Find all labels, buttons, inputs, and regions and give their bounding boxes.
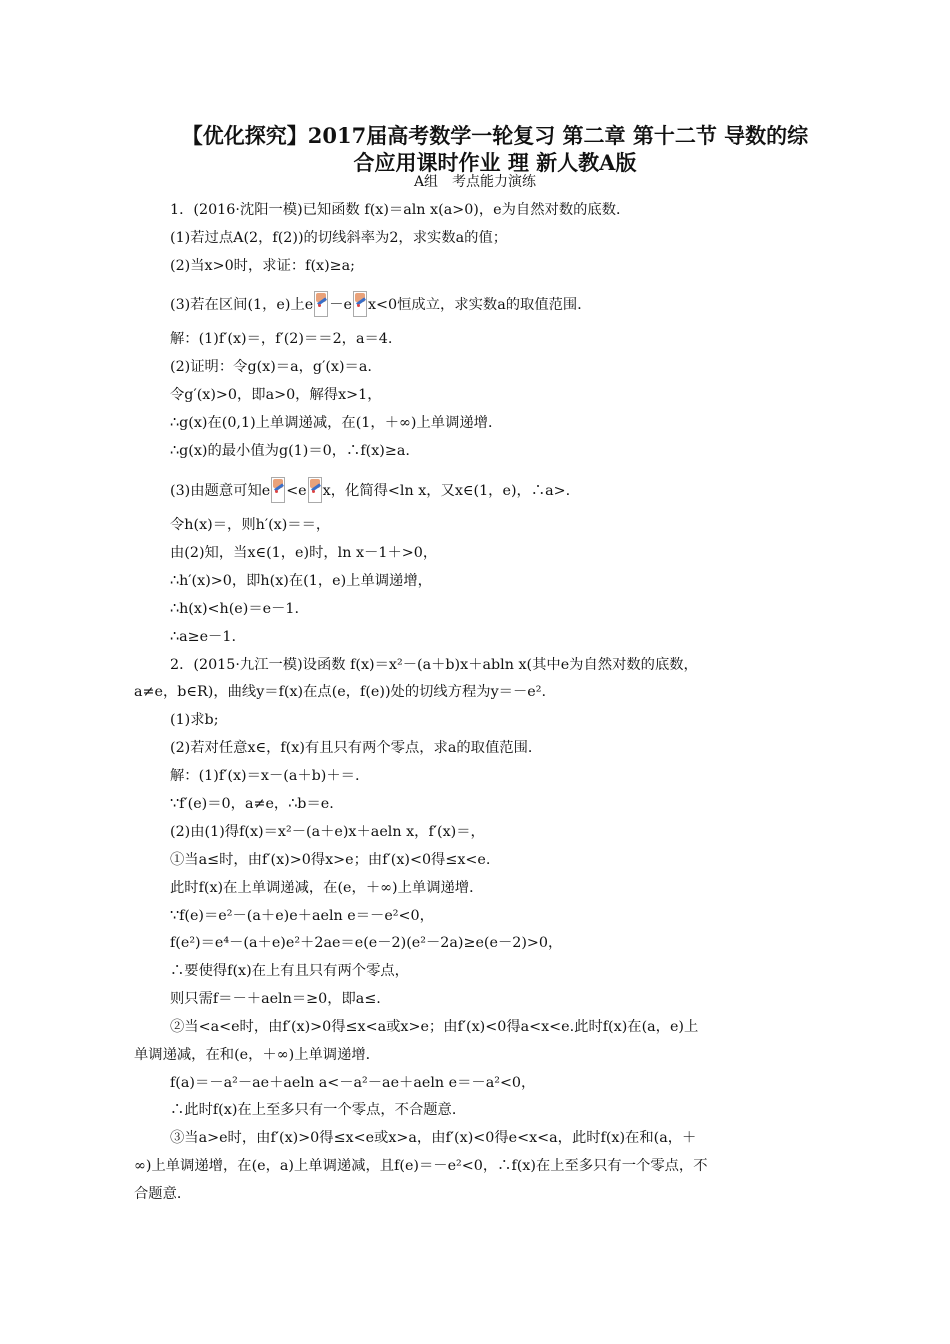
solution-line: ①当a≤时，由f′(x)>0得x>e；由f′(x)<0得≤x<e.	[170, 852, 491, 868]
solution-line: ∴a≥e－1.	[170, 629, 236, 645]
problem-2-statement-cont: a≠e，b∈R)，曲线y＝f(x)在点(e，f(e))处的切线方程为y＝－e².	[134, 684, 547, 700]
solution-line: 由(2)知，当x∈(1，e)时，ln x－1＋>0，	[170, 545, 438, 561]
title-line-2: 合应用课时作业 理 新人教A版	[353, 150, 637, 175]
broken-image-icon	[308, 477, 322, 503]
problem-1-part-3	[170, 291, 592, 317]
text-segment: (3)由题意可知e	[170, 483, 271, 499]
solution-line: 单调递减，在和(e，＋∞)上单调递增．	[134, 1047, 380, 1063]
solution-line: ∞)上单调递增，在(e，a)上单调递减，且f(e)＝－e²<0，∴f(x)在上至多只有一个零点，不	[134, 1158, 708, 1174]
solution-line: ∴g(x)在(0,1)上单调递减，在(1，＋∞)上单调递增．	[170, 415, 503, 431]
text-segment: x，化简得<ln x，又x∈(1，e)，∴a>.	[322, 483, 571, 499]
solution-line: (2)证明：令g(x)＝a，g′(x)＝a.	[170, 359, 372, 375]
solution-line: ∴h′(x)>0，即h(x)在(1，e)上单调递增，	[170, 573, 432, 589]
problem-1-part-2: (2)当x>0时，求证：f(x)≥a;	[170, 258, 356, 274]
solution-line: ∵f(e)＝e²－(a＋e)e＋aeln e＝－e²<0，	[170, 908, 434, 924]
solution-line: ③当a>e时，由f′(x)>0得≤x<e或x>a，由f′(x)<0得e<x<a，此时f(x)在和(a，＋	[170, 1130, 697, 1146]
solution-line: (2)由(1)得f(x)＝x²－(a＋e)x＋aeln x，f′(x)＝，	[170, 824, 485, 840]
solution-line: ∴g(x)的最小值为g(1)＝0，∴f(x)≥a.	[170, 443, 410, 459]
broken-image-icon	[353, 291, 367, 317]
solution-line: 此时f(x)在上单调递减，在(e，＋∞)上单调递增．	[170, 880, 484, 896]
text-segment: －e	[329, 297, 352, 313]
solution-line: 合题意．	[134, 1186, 192, 1202]
text-segment: <e	[286, 483, 307, 499]
group-heading: A组 考点能力演练	[413, 174, 537, 190]
title-text	[150, 122, 840, 176]
problem-2-part-2: (2)若对任意x∈，f(x)有且只有两个零点，求a的取值范围．	[170, 740, 543, 756]
problem-2-statement: 2．(2015·九江一模)设函数 f(x)＝x²－(a＋b)x＋abln x(其中e为自然对数的底数，	[170, 657, 698, 673]
solution-line: ∴要使得f(x)在上有且只有两个零点，	[170, 963, 409, 979]
problem-1-statement: 1．(2016·沈阳一模)已知函数 f(x)＝aln x(a>0)，e为自然对数的底数．	[170, 202, 631, 218]
solution-line: 令g′(x)>0，即a>0，解得x>1，	[170, 387, 382, 403]
solution-line: f(e²)＝e⁴－(a＋e)e²＋2ae＝e(e－2)(e²－2a)≥e(e－2)>0，	[170, 935, 563, 951]
broken-image-icon	[314, 291, 328, 317]
solution-line: 解：(1)f′(x)＝x－(a＋b)＋＝.	[170, 768, 360, 784]
solution-line: 则只需f＝－＋aeln＝≥0，即a≤.	[170, 991, 381, 1007]
solution-line	[170, 477, 570, 503]
text-segment: (3)若在区间(1，e)上e	[170, 297, 314, 313]
solution-line: 令h(x)＝，则h′(x)＝＝，	[170, 517, 331, 533]
solution-line: f(a)＝－a²－ae＋aeln a<－a²－ae＋aeln e＝－a²<0，	[170, 1075, 536, 1091]
problem-1-part-1: (1)若过点A(2，f(2))的切线斜率为2，求实数a的值；	[170, 230, 508, 246]
broken-image-icon	[271, 477, 285, 503]
title-line-1: 【优化探究】2017届高考数学一轮复习 第二章 第十二节 导数的综	[181, 123, 809, 148]
solution-line: ∵f′(e)＝0，a≠e，∴b＝e.	[170, 796, 334, 812]
problem-2-part-1: (1)求b;	[170, 712, 219, 728]
solution-line: ∴h(x)<h(e)＝e－1.	[170, 601, 300, 617]
solution-line: 解：(1)f′(x)＝，f′(2)＝＝2，a＝4.	[170, 331, 393, 347]
solution-line: ∴此时f(x)在上至多只有一个零点，不合题意．	[170, 1102, 467, 1118]
text-segment: x<0恒成立，求实数a的取值范围．	[367, 297, 592, 313]
solution-line: ②当<a<e时，由f′(x)>0得≤x<a或x>e；由f′(x)<0得a<x<e.此时f(x)在(a，e)上	[170, 1019, 699, 1035]
